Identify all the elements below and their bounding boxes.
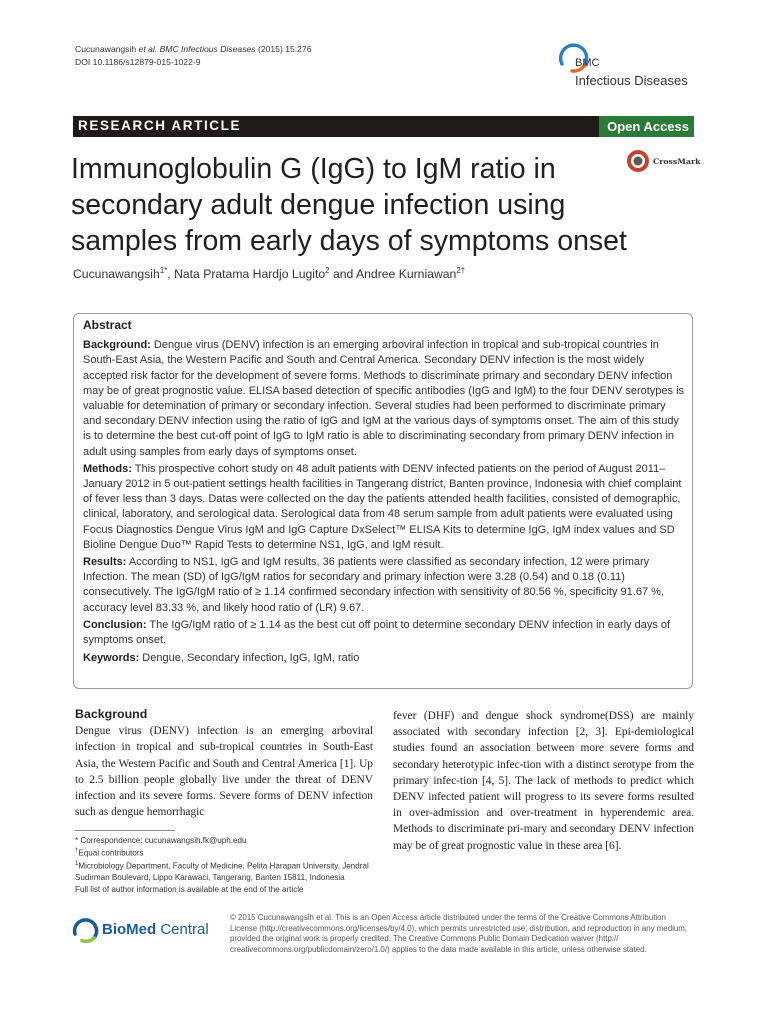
abstract-background-label: Background:: [83, 339, 151, 352]
footnote-divider: [75, 830, 175, 831]
abstract-box: [73, 313, 693, 689]
journal-logo: [558, 40, 698, 96]
author-1-affil: 1*: [159, 266, 168, 275]
abstract-background-text: Dengue virus (DENV) infection is an emerging arboviral infection in tropical and sub-tropical countries in South-East Asia, the Western Pacific and South and Central America. Secondary DENV infection is the most widely accepted risk factor for the development of severe forms. Methods to discriminate primary and secondary DENV infection may be of great prognostic value. ELISA based detection of specific antibodies (IgG and IgM) to the four DENV serotypes is valuable for detemination of primary or secondary infection. Several studies had been performed to discriminate primary and secondary DENV infection using the ratio of IgG and IgM at the various days of symptoms onset. The aim of this study is to determine the best cut-off point of IgG to IgM ratio is able to discriminating secondary from primary DENV infection in adult using samples from early days of symptoms onset.: [83, 339, 685, 458]
abstract-methods-label: Methods:: [83, 462, 132, 475]
abstract-results-label: Results:: [83, 556, 127, 569]
affiliation-mark: 1: [75, 861, 79, 868]
abstract-methods-text: This prospective cohort study on 48 adult patients with DENV infected patients on the period of August 2011–January 2012 in 5 out-patient settings health facilities in Tangerang district, Banten province, Indonesia with chief complaint of fever less than 3 days. Datas were collected on the day the patients attended health facilities, consisted of demographic, clinical, laboratory, and serological data. Serological data from 48 serum sample from adult patients were evaluated using Focus Diagnostics Dengue Virus IgM and IgG Capture DxSelect™ ELISA Kits to determine IgG, IgM index values and SD Bioline Dengue Duo™ Rapid Tests to determine NS1, IgG, and IgM result.: [83, 462, 682, 551]
abstract-keywords-label: Keywords:: [83, 652, 140, 665]
body-paragraph-right: fever (DHF) and dengue shock syndrome(DSS) are mainly associated with secondary infection [2, 3]. Epi-demiological studies found an association between more severe forms and secondary heterotypic infec-tion with a distinct serotype from the primary infec-tion [4, 5]. The lack of methods to predict which DENV infected patient will progress to its severe forms resulted in over-admission and over-treatment in hyperendemic area. Methods to discriminate pri-mary and secondary DENV infection may be of great prognostic value in these area [6].: [393, 710, 694, 852]
abstract-results: [83, 555, 687, 616]
full-list-note: Full list of author information is available at the end of the article: [75, 884, 304, 894]
citation-volume: (2015) 15:276: [255, 44, 312, 54]
crossmark-label: CrossMark: [653, 157, 701, 166]
citation-header: [75, 43, 311, 69]
citation-authors: Cucunawangsih: [75, 44, 139, 54]
body-left-column: [75, 706, 373, 820]
footnotes: [75, 835, 373, 895]
biomed-wordmark-bold: BioMed: [102, 921, 157, 938]
author-3-affil: 2†: [456, 266, 466, 275]
affiliation-note: [75, 859, 373, 883]
body-right-column: [393, 708, 694, 854]
license-statement: © 2015 Cucunawangsih et al. This is an Open Access article distributed under the terms of the Creative Commons Attribution License (http://creativecommons.org/licenses/by/4.0), which permits unrestricted use, distribution, and reproduction in any medium, provided the original work is properly credited. The Creative Commons Public Domain Dedication waiver (http:// creativecommons.org/publicdomain/zero/1.0/) applies to the data made available in this article, unless otherwise stated.: [230, 913, 687, 954]
journal-logo-bmc: BMC: [575, 57, 600, 69]
abstract-conclusion: [83, 618, 687, 648]
abstract-methods: [83, 462, 687, 553]
abstract-background: [83, 338, 687, 460]
open-access-badge: Open Access: [599, 116, 694, 137]
crossmark-badge[interactable]: [626, 149, 701, 175]
doi[interactable]: DOI 10.1186/s12879-015-1022-9: [75, 57, 201, 67]
equal-contrib-mark: †: [75, 848, 79, 855]
biomed-central-logo: [72, 915, 222, 945]
abstract-heading: Abstract: [83, 318, 132, 332]
citation-journal: et al. BMC Infectious Diseases: [138, 44, 256, 54]
article-type: RESEARCH ARTICLE: [78, 118, 242, 133]
abstract-conclusion-label: Conclusion:: [83, 618, 147, 631]
section-heading-background: Background: [75, 707, 148, 721]
affiliation-text: Microbiology Department, Faculty of Medicine, Pelita Harapan University, Jendral Sudirman Boulevard, Lippo Karawaci, Tangerang, Banten 15811, Indonesia: [75, 861, 369, 883]
abstract-results-text: According to NS1, IgG and IgM results, 36 patients were classified as secondary infection, 12 were primary Infection. The mean (SD) of IgG/IgM ratios for secondary and primary infection were 3.28 (0.54) and 0.18 (0.11) consecutively. The IgG/IgM ratio of ≥ 1.14 confirmed secondary infection with sensitivity of 80.56 %, specificity 91.67 %, accuracy level 83.33 %, and likely hood ratio of (LR) 9.67.: [83, 556, 664, 614]
author-2[interactable]: , Nata Pratama Hardjo Lugito: [167, 267, 326, 282]
biomed-wordmark: [102, 921, 209, 938]
article-title: Immunoglobulin G (IgG) to IgM ratio in secondary adult dengue infection using samples from early days of symptoms onset: [71, 153, 627, 257]
equal-contrib-text: Equal contributors: [78, 848, 144, 858]
abstract-keywords-text: Dengue, Secondary infection, IgG, IgM, ratio: [139, 652, 360, 665]
equal-contrib-note: [75, 846, 373, 859]
author-2-affil: 2: [325, 266, 330, 275]
citation-line: [75, 43, 311, 56]
biomed-ring-icon: [72, 916, 100, 944]
correspondence-note[interactable]: * Correspondence: cucunawangsih.fk@uph.edu: [75, 836, 247, 845]
abstract-conclusion-text: The IgG/IgM ratio of ≥ 1.14 as the best cut off point to determine secondary DENV infection in early days of symptoms onset.: [83, 618, 671, 647]
article-type-banner: [73, 116, 694, 137]
biomed-wordmark-rest: Central: [156, 921, 209, 938]
abstract-keywords: [83, 651, 687, 666]
author-1[interactable]: Cucunawangsih: [73, 267, 160, 282]
author-3[interactable]: and Andree Kurniawan: [329, 267, 457, 282]
body-paragraph-left: Dengue virus (DENV) infection is an emerging arboviral infection in tropical and sub-tropical countries in South-East Asia, the Western Pacific and South and Central America [1]. Up to 2.5 billion people globally live under the threat of DENV infection and its severe forms. Severe forms of DENV infection such as dengue hemorrhagic: [75, 725, 373, 819]
author-list: [73, 266, 465, 281]
journal-logo-name: Infectious Diseases: [575, 73, 688, 88]
